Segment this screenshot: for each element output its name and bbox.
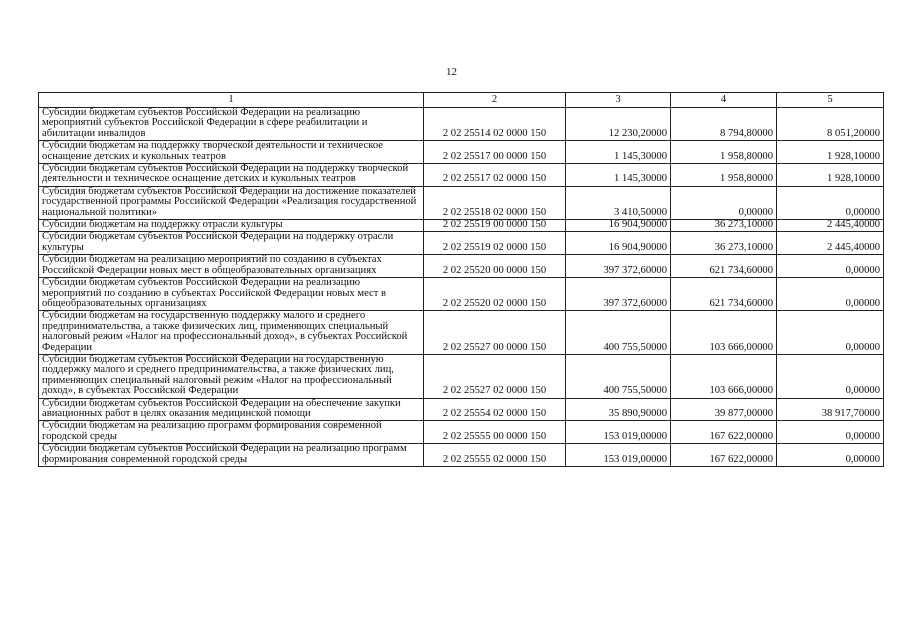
table-row (39, 108, 884, 141)
cell-code: 2 02 25514 02 0000 150 (424, 108, 566, 141)
cell-name: Субсидии бюджетам на реализацию программ формирования современной городской среды (39, 421, 424, 444)
cell-value-5: 0,00000 (777, 354, 884, 398)
cell-name: Субсидии бюджетам субъектов Российской Федерации на поддержку отрасли культуры (39, 232, 424, 255)
cell-code: 2 02 25554 02 0000 150 (424, 398, 566, 421)
cell-name: Субсидии бюджетам на поддержку отрасли культуры (39, 220, 424, 232)
cell-value-5: 38 917,70000 (777, 398, 884, 421)
table-row (39, 278, 884, 311)
cell-value-3: 12 230,20000 (566, 108, 671, 141)
cell-name: Субсидии бюджетам субъектов Российской Федерации на государственную поддержку малого и среднего предпринимательства, а также физических лиц, применяющих специальный налоговый режим «Налог на профессиональный доход», в субъектах Российской Федерации (39, 354, 424, 398)
cell-name: Субсидия бюджетам субъектов Российской Федерации на достижение показателей государственной программы Российской Федерации «Реализация государственной национальной политики» (39, 186, 424, 219)
column-header-3: 3 (566, 93, 671, 108)
cell-code: 2 02 25555 02 0000 150 (424, 444, 566, 467)
cell-value-5: 0,00000 (777, 421, 884, 444)
column-header-4: 4 (671, 93, 777, 108)
cell-value-5: 2 445,40000 (777, 232, 884, 255)
cell-code: 2 02 25555 00 0000 150 (424, 421, 566, 444)
cell-code: 2 02 25517 00 0000 150 (424, 141, 566, 164)
table-header (39, 93, 884, 108)
table-body (39, 108, 884, 467)
table-row (39, 311, 884, 355)
table-row (39, 444, 884, 467)
cell-value-4: 1 958,80000 (671, 164, 777, 187)
cell-name: Субсидии бюджетам на государственную поддержку малого и среднего предпринимательства, а также физических лиц, применяющих специальный налоговый режим «Налог на профессиональный доход», в субъектах Российской Федерации (39, 311, 424, 355)
cell-code: 2 02 25527 02 0000 150 (424, 354, 566, 398)
cell-value-3: 153 019,00000 (566, 421, 671, 444)
cell-value-3: 1 145,30000 (566, 164, 671, 187)
cell-value-3: 400 755,50000 (566, 311, 671, 355)
table-row (39, 220, 884, 232)
cell-name: Субсидии бюджетам субъектов Российской Федерации на поддержку творческой деятельности и техническое оснащение детских и кукольных театров (39, 164, 424, 187)
column-header-5: 5 (777, 93, 884, 108)
cell-value-5: 1 928,10000 (777, 164, 884, 187)
table-row (39, 232, 884, 255)
cell-value-3: 16 904,90000 (566, 232, 671, 255)
table-row (39, 398, 884, 421)
table-row (39, 421, 884, 444)
cell-value-4: 103 666,00000 (671, 354, 777, 398)
cell-value-4: 621 734,60000 (671, 278, 777, 311)
cell-name: Субсидии бюджетам на поддержку творческой деятельности и техническое оснащение детских и кукольных театров (39, 141, 424, 164)
cell-value-4: 167 622,00000 (671, 444, 777, 467)
cell-value-3: 400 755,50000 (566, 354, 671, 398)
column-header-1: 1 (39, 93, 424, 108)
cell-name: Субсидии бюджетам субъектов Российской Федерации на реализацию программ формирования современной городской среды (39, 444, 424, 467)
cell-value-4: 103 666,00000 (671, 311, 777, 355)
cell-value-4: 36 273,10000 (671, 232, 777, 255)
cell-value-3: 16 904,90000 (566, 220, 671, 232)
cell-code: 2 02 25520 02 0000 150 (424, 278, 566, 311)
cell-code: 2 02 25517 02 0000 150 (424, 164, 566, 187)
cell-name: Субсидии бюджетам субъектов Российской Федерации на реализацию мероприятий субъектов Российской Федерации в сфере реабилитации и абилитации инвалидов (39, 108, 424, 141)
cell-value-4: 1 958,80000 (671, 141, 777, 164)
table-row (39, 186, 884, 219)
cell-value-3: 35 890,90000 (566, 398, 671, 421)
cell-value-5: 0,00000 (777, 278, 884, 311)
cell-code: 2 02 25519 02 0000 150 (424, 232, 566, 255)
budget-table (38, 92, 884, 467)
column-header-2: 2 (424, 93, 566, 108)
cell-value-4: 36 273,10000 (671, 220, 777, 232)
cell-value-3: 1 145,30000 (566, 141, 671, 164)
cell-code: 2 02 25527 00 0000 150 (424, 311, 566, 355)
cell-value-5: 0,00000 (777, 444, 884, 467)
cell-value-5: 0,00000 (777, 186, 884, 219)
cell-name: Субсидии бюджетам субъектов Российской Федерации на реализацию мероприятий по созданию в субъектах Российской Федерации новых мест в общеобразовательных организациях (39, 278, 424, 311)
table-row (39, 141, 884, 164)
cell-value-3: 3 410,50000 (566, 186, 671, 219)
cell-name: Субсидии бюджетам на реализацию мероприятий по созданию в субъектах Российской Федерации новых мест в общеобразовательных организациях (39, 255, 424, 278)
cell-value-3: 397 372,60000 (566, 255, 671, 278)
table-row (39, 354, 884, 398)
cell-code: 2 02 25519 00 0000 150 (424, 220, 566, 232)
cell-value-3: 397 372,60000 (566, 278, 671, 311)
cell-code: 2 02 25520 00 0000 150 (424, 255, 566, 278)
cell-name: Субсидии бюджетам субъектов Российской Федерации на обеспечение закупки авиационных работ в целях оказания медицинской помощи (39, 398, 424, 421)
cell-value-5: 0,00000 (777, 255, 884, 278)
cell-value-4: 39 877,00000 (671, 398, 777, 421)
cell-value-4: 0,00000 (671, 186, 777, 219)
cell-value-4: 621 734,60000 (671, 255, 777, 278)
cell-value-3: 153 019,00000 (566, 444, 671, 467)
cell-value-5: 0,00000 (777, 311, 884, 355)
cell-value-5: 2 445,40000 (777, 220, 884, 232)
table-row (39, 255, 884, 278)
cell-value-5: 8 051,20000 (777, 108, 884, 141)
cell-value-4: 167 622,00000 (671, 421, 777, 444)
cell-code: 2 02 25518 02 0000 150 (424, 186, 566, 219)
table-row (39, 164, 884, 187)
header-row (39, 93, 884, 108)
cell-value-4: 8 794,80000 (671, 108, 777, 141)
page-number: 12 (446, 66, 457, 78)
cell-value-5: 1 928,10000 (777, 141, 884, 164)
